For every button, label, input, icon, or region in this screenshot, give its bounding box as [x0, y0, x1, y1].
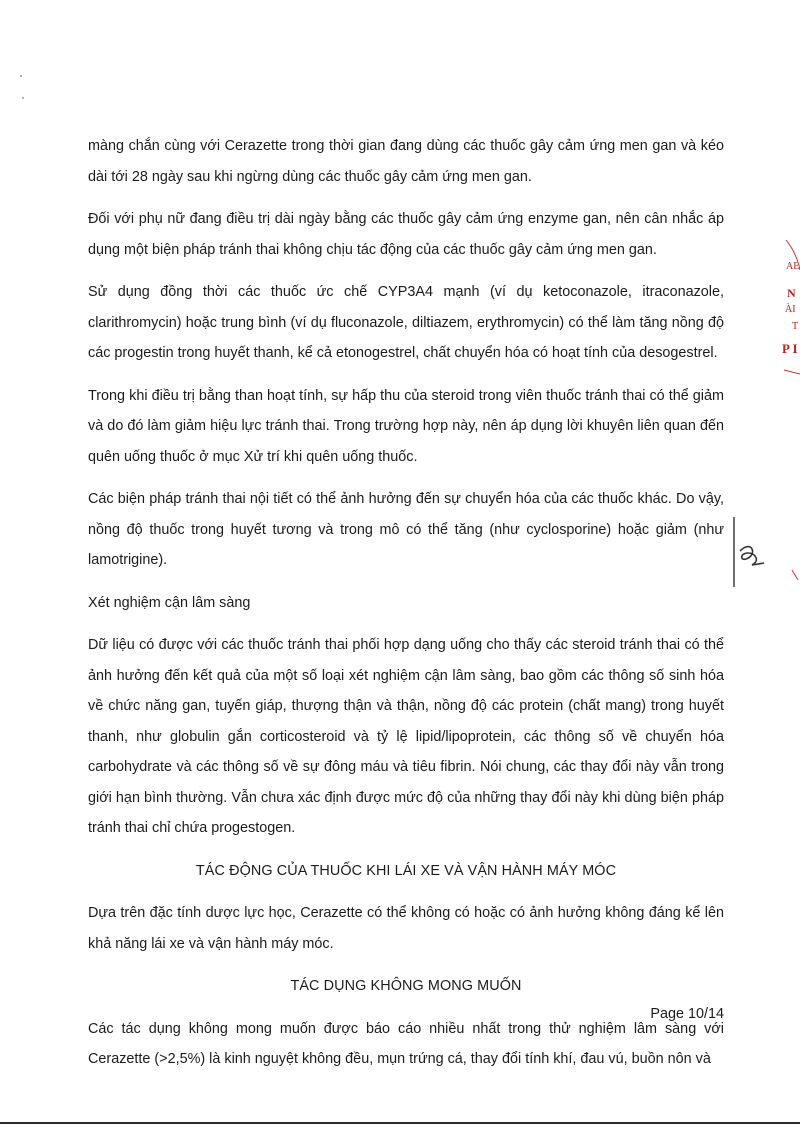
- paragraph-hormonal-metabolism: Các biện pháp tránh thai nội tiết có thể ảnh hưởng đến sự chuyển hóa của các thuốc khác. Do vậy, nồng độ thuốc trong huyết tương và trong mô có thể tăng (như cyclosporine) hoặc giảm (như lamotrigine).: [88, 491, 724, 568]
- lab-tests-heading: Xét nghiệm cận lâm sàng: [88, 594, 251, 611]
- stamp-text-2: N: [787, 286, 796, 300]
- stamp-text-4: T: [792, 321, 799, 332]
- document-body: [88, 131, 724, 1075]
- scan-speck: [22, 97, 24, 99]
- paragraph-barrier-method: màng chắn cùng với Cerazette trong thời gian đang dùng các thuốc gây cảm ứng men gan và kéo dài tới 28 ngày sau khi ngừng dùng các thuốc gây cảm ứng men gan.: [88, 138, 724, 185]
- bottom-scan-edge: [0, 1122, 800, 1124]
- paragraph-enzyme-inducers: Đối với phụ nữ đang điều trị dài ngày bằng các thuốc gây cảm ứng enzyme gan, nên cân nhắc áp dụng một biện pháp tránh thai không chịu tác động của các thuốc gây cảm ứng men gan.: [88, 211, 724, 258]
- stamp-text-1: AE: [786, 261, 800, 272]
- adverse-effects-paragraph: Các tác dụng không mong muốn được báo cáo nhiều nhất trong thử nghiệm lâm sàng với Cerazette (>2,5%) là kinh nguyệt không đều, mụn trứng cá, thay đổi tính khí, đau vú, buồn nôn và: [88, 1020, 724, 1067]
- scan-speck: [20, 75, 22, 77]
- paragraph-activated-charcoal: Trong khi điều trị bằng than hoạt tính, sự hấp thu của steroid trong viên thuốc tránh thai có thể giảm và do đó làm giảm hiệu lực tránh thai. Trong trường hợp này, nên áp dụng lời khuyên liên quan đến quên uống thuốc ở mục Xử trí khi quên uống thuốc.: [88, 387, 724, 465]
- stamp-text-5: P I: [782, 341, 798, 356]
- adverse-effects-section-title: TÁC DỤNG KHÔNG MONG MUỐN: [290, 978, 522, 994]
- stamp-border: [780, 240, 800, 620]
- handwritten-initial: [700, 515, 780, 595]
- stamp-text-3: ÀI: [785, 304, 796, 315]
- paragraph-cyp3a4: Sử dụng đồng thời các thuốc ức chế CYP3A4 mạnh (ví dụ ketoconazole, itraconazole, clarithromycin) hoặc trung bình (ví dụ fluconazole, diltiazem, erythromycin) có thể làm tăng nồng độ các progestin trong huyết thanh, kể cả etonogestrel, chất chuyển hóa có hoạt tính của desogestrel.: [88, 284, 724, 361]
- driving-paragraph: Dựa trên đặc tính dược lực học, Cerazette có thể không có hoặc có ảnh hưởng không đáng kể lên khả năng lái xe và vận hành máy móc.: [88, 905, 724, 952]
- driving-section-title: TÁC ĐỘNG CỦA THUỐC KHI LÁI XE VÀ VẬN HÀNH MÁY MÓC: [195, 862, 617, 879]
- page-number: Page 10/14: [650, 1006, 724, 1022]
- lab-tests-paragraph: Dữ liệu có được với các thuốc tránh thai phối hợp dạng uống cho thấy các steroid tránh thai có thể ảnh hưởng đến kết quả của một số loại xét nghiệm cận lâm sàng, bao gồm các thông số sinh hóa về chức năng gan, tuyến giáp, thượng thận và thận, nồng độ các protein (chất mang) trong huyết thanh, như globulin gắn corticosteroid và tỷ lệ lipid/lipoprotein, các thông số về chuyển hóa carbohydrate và các thông số về sự đông máu và tiêu fibrin. Nói chung, các thay đổi này vẫn trong giới hạn bình thường. Vẫn chưa xác định được mức độ của những thay đổi này khi dùng biện pháp tránh thai chỉ chứa progestogen.: [88, 637, 724, 836]
